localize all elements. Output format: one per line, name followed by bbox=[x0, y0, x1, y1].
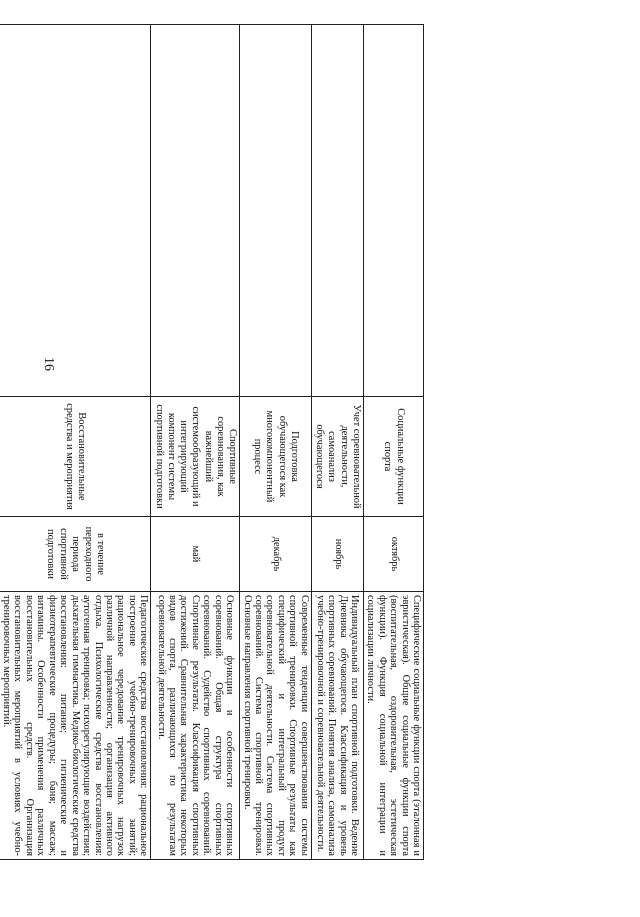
content-cell: Индивидуальный план спортивной подготовки. Ведение Дневника обучающегося. Классификация и уровень спортивных соревнований. Понятия анализа, самоанализа учебно-тренировочной и соревновательной деятельности. bbox=[311, 592, 363, 860]
month-cell: май bbox=[151, 517, 240, 592]
table-row bbox=[363, 25, 423, 860]
table-row bbox=[240, 25, 312, 860]
topic-cell: Социальные функции спорта bbox=[363, 397, 423, 517]
month-cell: декабрь bbox=[240, 517, 312, 592]
page-number: 16 bbox=[41, 357, 56, 371]
topic-cell: Подготовка обучающегося как многокомпонентный процесс bbox=[240, 397, 312, 517]
month-cell: в течение переходного периода спортивной подготовки bbox=[0, 517, 151, 592]
blank-cell bbox=[151, 25, 240, 397]
blank-cell bbox=[311, 25, 363, 397]
table-row bbox=[0, 25, 151, 860]
blank-cell bbox=[0, 25, 151, 397]
content-cell: Педагогические средства восстановления: рациональное построение учебно-тренировочных занятий; рациональное чередование тренировочных нагрузок различной направленности; организация активного отдыха. Психологические средства восстановления: аутогенная тренировка; психорегулирующие воздействия; дыхательная гимнастика. Медико-биологические средства восстановления: питание; гигиенические и физиотерапевтические процедуры; баня; массаж; витамины. Особенности применения различных восстановительных средств. Организация восстановительных мероприятий в условиях учебно-тренировочных мероприятий. bbox=[0, 592, 151, 860]
content-cell: Специфические социальные функции спорта (эталонная и эвристическая). Общие социальные функции спорта (воспитательная, оздоровительная, эстетическая функции). Функция социальной интеграции и социализации личности. bbox=[363, 592, 423, 860]
month-cell: октябрь bbox=[363, 517, 423, 592]
curriculum-table bbox=[0, 24, 424, 860]
topic-cell: Спортивные соревнования, как важнейший системообразующий и интегрирующий компонент системы спортивной подготовки bbox=[151, 397, 240, 517]
table-row bbox=[151, 25, 240, 860]
content-cell: Современные тенденции совершенствования системы спортивной тренировки. Спортивные результаты как специфический и интегральный продукт соревновательной деятельности. Система спортивных соревнований. Система спортивной тренировки. Основные направления спортивной тренировки. bbox=[240, 592, 312, 860]
table-row bbox=[311, 25, 363, 860]
month-cell: ноябрь bbox=[311, 517, 363, 592]
content-cell: Основные функции и особенности спортивных соревнований. Общая структура спортивных соревнований. Судейство спортивных соревнований. Спортивные результаты. Классификация спортивных достижений. Сравнительная характеристика некоторых видов спорта, различающихся по результатам соревновательной деятельности. bbox=[151, 592, 240, 860]
topic-cell: Восстановительные средства и мероприятия bbox=[0, 397, 151, 517]
blank-cell bbox=[240, 25, 312, 397]
topic-cell: Учет соревновательной деятельности, самоанализ обучающегося bbox=[311, 397, 363, 517]
blank-cell bbox=[363, 25, 423, 397]
